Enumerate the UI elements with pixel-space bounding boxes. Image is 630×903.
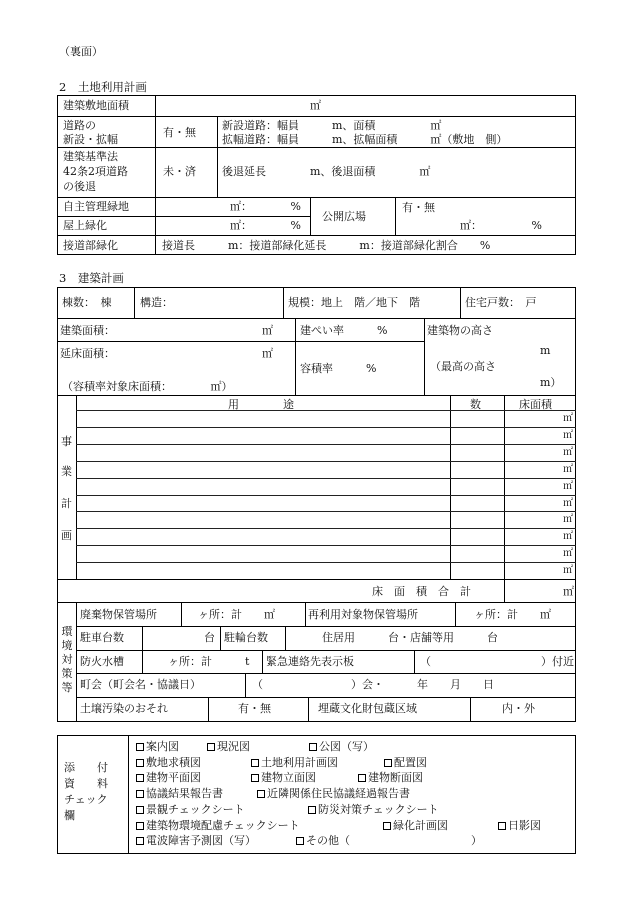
- plan-row-line: [76, 410, 576, 411]
- frontage-label: 接道部緑化: [63, 239, 118, 252]
- attachment-label: 公図（写）: [319, 740, 374, 753]
- max-height-label: （最高の高さ: [430, 360, 496, 373]
- green-label: 自主管理緑地: [63, 200, 129, 213]
- attachment-label: 景観チェックシート: [146, 802, 245, 816]
- soil-label: 土壌汚染のおそれ: [80, 702, 168, 715]
- checkbox[interactable]: [136, 743, 144, 751]
- checkbox[interactable]: [309, 743, 317, 751]
- attachment-item[interactable]: [207, 741, 250, 752]
- attachment-item[interactable]: [251, 772, 316, 783]
- attachment-label: 日影図: [508, 818, 541, 832]
- attachment-item[interactable]: [136, 820, 300, 831]
- checkbox[interactable]: [384, 759, 392, 767]
- attachment-label: 近隣関係住民協議経過報告書: [267, 787, 410, 801]
- attachment-item[interactable]: [136, 772, 201, 783]
- total-label: 床 面 積 合 計: [372, 585, 471, 598]
- plan-row-unit: ㎡: [563, 548, 573, 559]
- plan-row-line: [76, 495, 576, 496]
- buried-label: 埋蔵文化財包蔵区域: [318, 702, 417, 715]
- road-choice[interactable]: 有・無: [163, 126, 196, 139]
- recycle-label: 再利用対象物保管場所: [308, 608, 418, 621]
- attachment-label: 防災対策チェックシート: [318, 802, 439, 816]
- fire-tank-values: ヶ所：計 t: [168, 655, 250, 668]
- attachment-label: 協議結果報告書: [146, 787, 223, 801]
- attachment-label: その他（ ）: [306, 834, 482, 848]
- attachment-item[interactable]: [136, 804, 245, 815]
- bicycle-label: 駐輪台数: [224, 631, 268, 644]
- attachment-item[interactable]: [136, 741, 179, 752]
- attachment-item[interactable]: [136, 788, 223, 799]
- soil-choice[interactable]: 有・無: [238, 702, 271, 715]
- road-label-2: 新設・拡幅: [63, 133, 118, 146]
- attach-label-1: 添 付: [64, 761, 108, 774]
- waste-label: 廃棄物保管場所: [80, 608, 157, 621]
- attachment-item[interactable]: [309, 741, 374, 752]
- back-side-label: （裏面）: [59, 45, 103, 58]
- checkbox[interactable]: [257, 790, 265, 798]
- attachment-label: 案内図: [146, 740, 179, 753]
- building-area-label: 建築面積：: [60, 324, 115, 337]
- attach-label-2: 資 料: [64, 777, 108, 790]
- max-height-unit: m）: [540, 376, 562, 389]
- attachment-item[interactable]: [251, 757, 338, 768]
- plan-row-line: [76, 427, 576, 428]
- plaza-choice[interactable]: 有・無: [402, 201, 435, 214]
- plan-row-unit: ㎡: [563, 447, 573, 458]
- checkbox[interactable]: [136, 759, 144, 767]
- plan-row-unit: ㎡: [563, 464, 573, 475]
- checkbox[interactable]: [383, 822, 391, 830]
- fire-tank-label: 防火水槽: [80, 655, 124, 668]
- plan-row-unit: ㎡: [563, 514, 573, 525]
- plan-row-unit: ㎡: [563, 531, 573, 542]
- section-3-title: 3 建築計画: [59, 271, 124, 285]
- building-area-unit: ㎡: [262, 324, 273, 337]
- floor-header: 床面積: [519, 398, 552, 411]
- plan-char-2: 業: [61, 465, 72, 478]
- setback-label-2: 42条2項道路: [63, 165, 128, 178]
- attachment-item[interactable]: [358, 772, 423, 783]
- attachment-label: 緑化計画図: [393, 818, 448, 832]
- attachment-label: 建物断面図: [368, 771, 423, 785]
- plaza-values: ㎡： %: [460, 219, 542, 232]
- plan-row-line: [76, 562, 576, 563]
- units-label: 住宅戸数： 戸: [465, 296, 537, 309]
- checkbox[interactable]: [136, 837, 144, 845]
- floor-area-unit: ㎡: [262, 347, 273, 360]
- attachment-label: 建物平面図: [146, 771, 201, 785]
- attach-label-3: チェック: [64, 793, 108, 806]
- checkbox[interactable]: [358, 774, 366, 782]
- attachment-item[interactable]: [384, 757, 427, 768]
- attach-label-4: 欄: [64, 809, 75, 822]
- height-unit: m: [540, 344, 551, 357]
- checkbox[interactable]: [251, 774, 259, 782]
- setback-text: 後退延長 m、後退面積 ㎡: [222, 165, 431, 178]
- widen-road-text: 拡幅道路：幅員 m、拡幅面積 ㎡（敷地 側）: [222, 133, 508, 146]
- checkbox[interactable]: [136, 774, 144, 782]
- setback-choice[interactable]: 未・済: [163, 165, 196, 178]
- attachment-item[interactable]: [498, 820, 541, 831]
- plan-row-line: [76, 511, 576, 512]
- site-area-label: 建築敷地面積: [63, 99, 129, 112]
- count-header: 数: [470, 398, 481, 411]
- structure-label: 構造：: [140, 296, 173, 309]
- attachment-item[interactable]: [136, 757, 201, 768]
- waste-values: ヶ所：計 ㎡: [198, 608, 275, 621]
- plan-char-4: 画: [61, 529, 72, 542]
- plan-row-unit: ㎡: [563, 413, 573, 424]
- checkbox[interactable]: [308, 806, 316, 814]
- road-label-1: 道路の: [63, 119, 96, 132]
- plan-row-line: [76, 545, 576, 546]
- green-values: ㎡： %: [230, 200, 301, 213]
- plan-char-3: 計: [61, 497, 72, 510]
- plan-row-line: [76, 528, 576, 529]
- plan-row-line: [76, 444, 576, 445]
- buried-choice[interactable]: 内・外: [502, 702, 535, 715]
- use-header: 用 途: [228, 398, 294, 411]
- plan-char-1: 事: [61, 435, 72, 448]
- checkbox[interactable]: [296, 837, 304, 845]
- plan-row-line: [76, 478, 576, 479]
- checkbox[interactable]: [136, 790, 144, 798]
- roof-values: ㎡： %: [230, 219, 301, 232]
- emergency-label: 緊急連絡先表示板: [266, 655, 354, 668]
- emergency-values: （ ）付近: [420, 655, 574, 668]
- attachment-item[interactable]: [257, 788, 410, 799]
- plaza-label: 公開広場: [322, 210, 366, 223]
- attachment-label: 建物立面図: [261, 771, 316, 785]
- new-road-text: 新設道路：幅員 m、面積 ㎡: [222, 119, 442, 132]
- roof-label: 屋上緑化: [63, 219, 107, 232]
- attachment-label: 建築物環境配慮チェックシート: [146, 818, 300, 832]
- plan-row-unit: ㎡: [563, 430, 573, 441]
- recycle-values: ヶ所：計 ㎡: [474, 608, 551, 621]
- attachment-label: 現況図: [217, 740, 250, 753]
- bicycle-values: 住居用 台・店舗等用 台: [322, 631, 498, 644]
- plan-row-unit: ㎡: [563, 481, 573, 492]
- scale-label: 規模：地上 階／地下 階: [288, 296, 420, 309]
- far-label: 容積率 %: [300, 362, 377, 375]
- height-label: 建築物の高さ: [427, 324, 493, 337]
- setback-label-3: の後退: [63, 180, 96, 193]
- attachment-item[interactable]: [296, 835, 482, 846]
- far-area-label: （容積率対象床面積： ㎡）: [62, 380, 233, 393]
- attachment-item[interactable]: [308, 804, 439, 815]
- floor-area-label: 延床面積：: [60, 347, 115, 360]
- town-council-values: （ ）会・ 年 月 日: [252, 678, 494, 691]
- attachment-label: 敷地求積図: [146, 755, 201, 769]
- plan-row-line: [76, 461, 576, 462]
- attachment-label: 土地利用計画図: [261, 755, 338, 769]
- building-count: 棟数： 棟: [62, 296, 112, 309]
- plan-row-unit: ㎡: [563, 498, 573, 509]
- env-label: 環 境 対 策 等: [61, 625, 73, 694]
- checkbox[interactable]: [251, 759, 259, 767]
- checkbox[interactable]: [498, 822, 506, 830]
- attachment-item[interactable]: [383, 820, 448, 831]
- parking-label: 駐車台数: [80, 631, 124, 644]
- section-2-title: 2 土地利用計画: [59, 80, 147, 94]
- frontage-text: 接道長 m：接道部緑化延長 m：接道部緑化割合 %: [162, 239, 491, 252]
- checkbox[interactable]: [136, 806, 144, 814]
- setback-label-1: 建築基準法: [63, 150, 118, 163]
- attachment-label: 電波障害予測図（写）: [146, 834, 256, 848]
- parking-unit: 台: [204, 631, 215, 644]
- town-council-label: 町会（町会名・協議日）: [80, 678, 201, 691]
- coverage-label: 建ぺい率 %: [300, 324, 388, 337]
- checkbox[interactable]: [207, 743, 215, 751]
- plan-row-unit: ㎡: [563, 565, 573, 576]
- checkbox[interactable]: [136, 822, 144, 830]
- total-unit: ㎡: [563, 585, 574, 598]
- attachment-label: 配置図: [394, 755, 427, 769]
- site-area-unit: ㎡: [310, 99, 321, 112]
- attachment-item[interactable]: [136, 835, 256, 846]
